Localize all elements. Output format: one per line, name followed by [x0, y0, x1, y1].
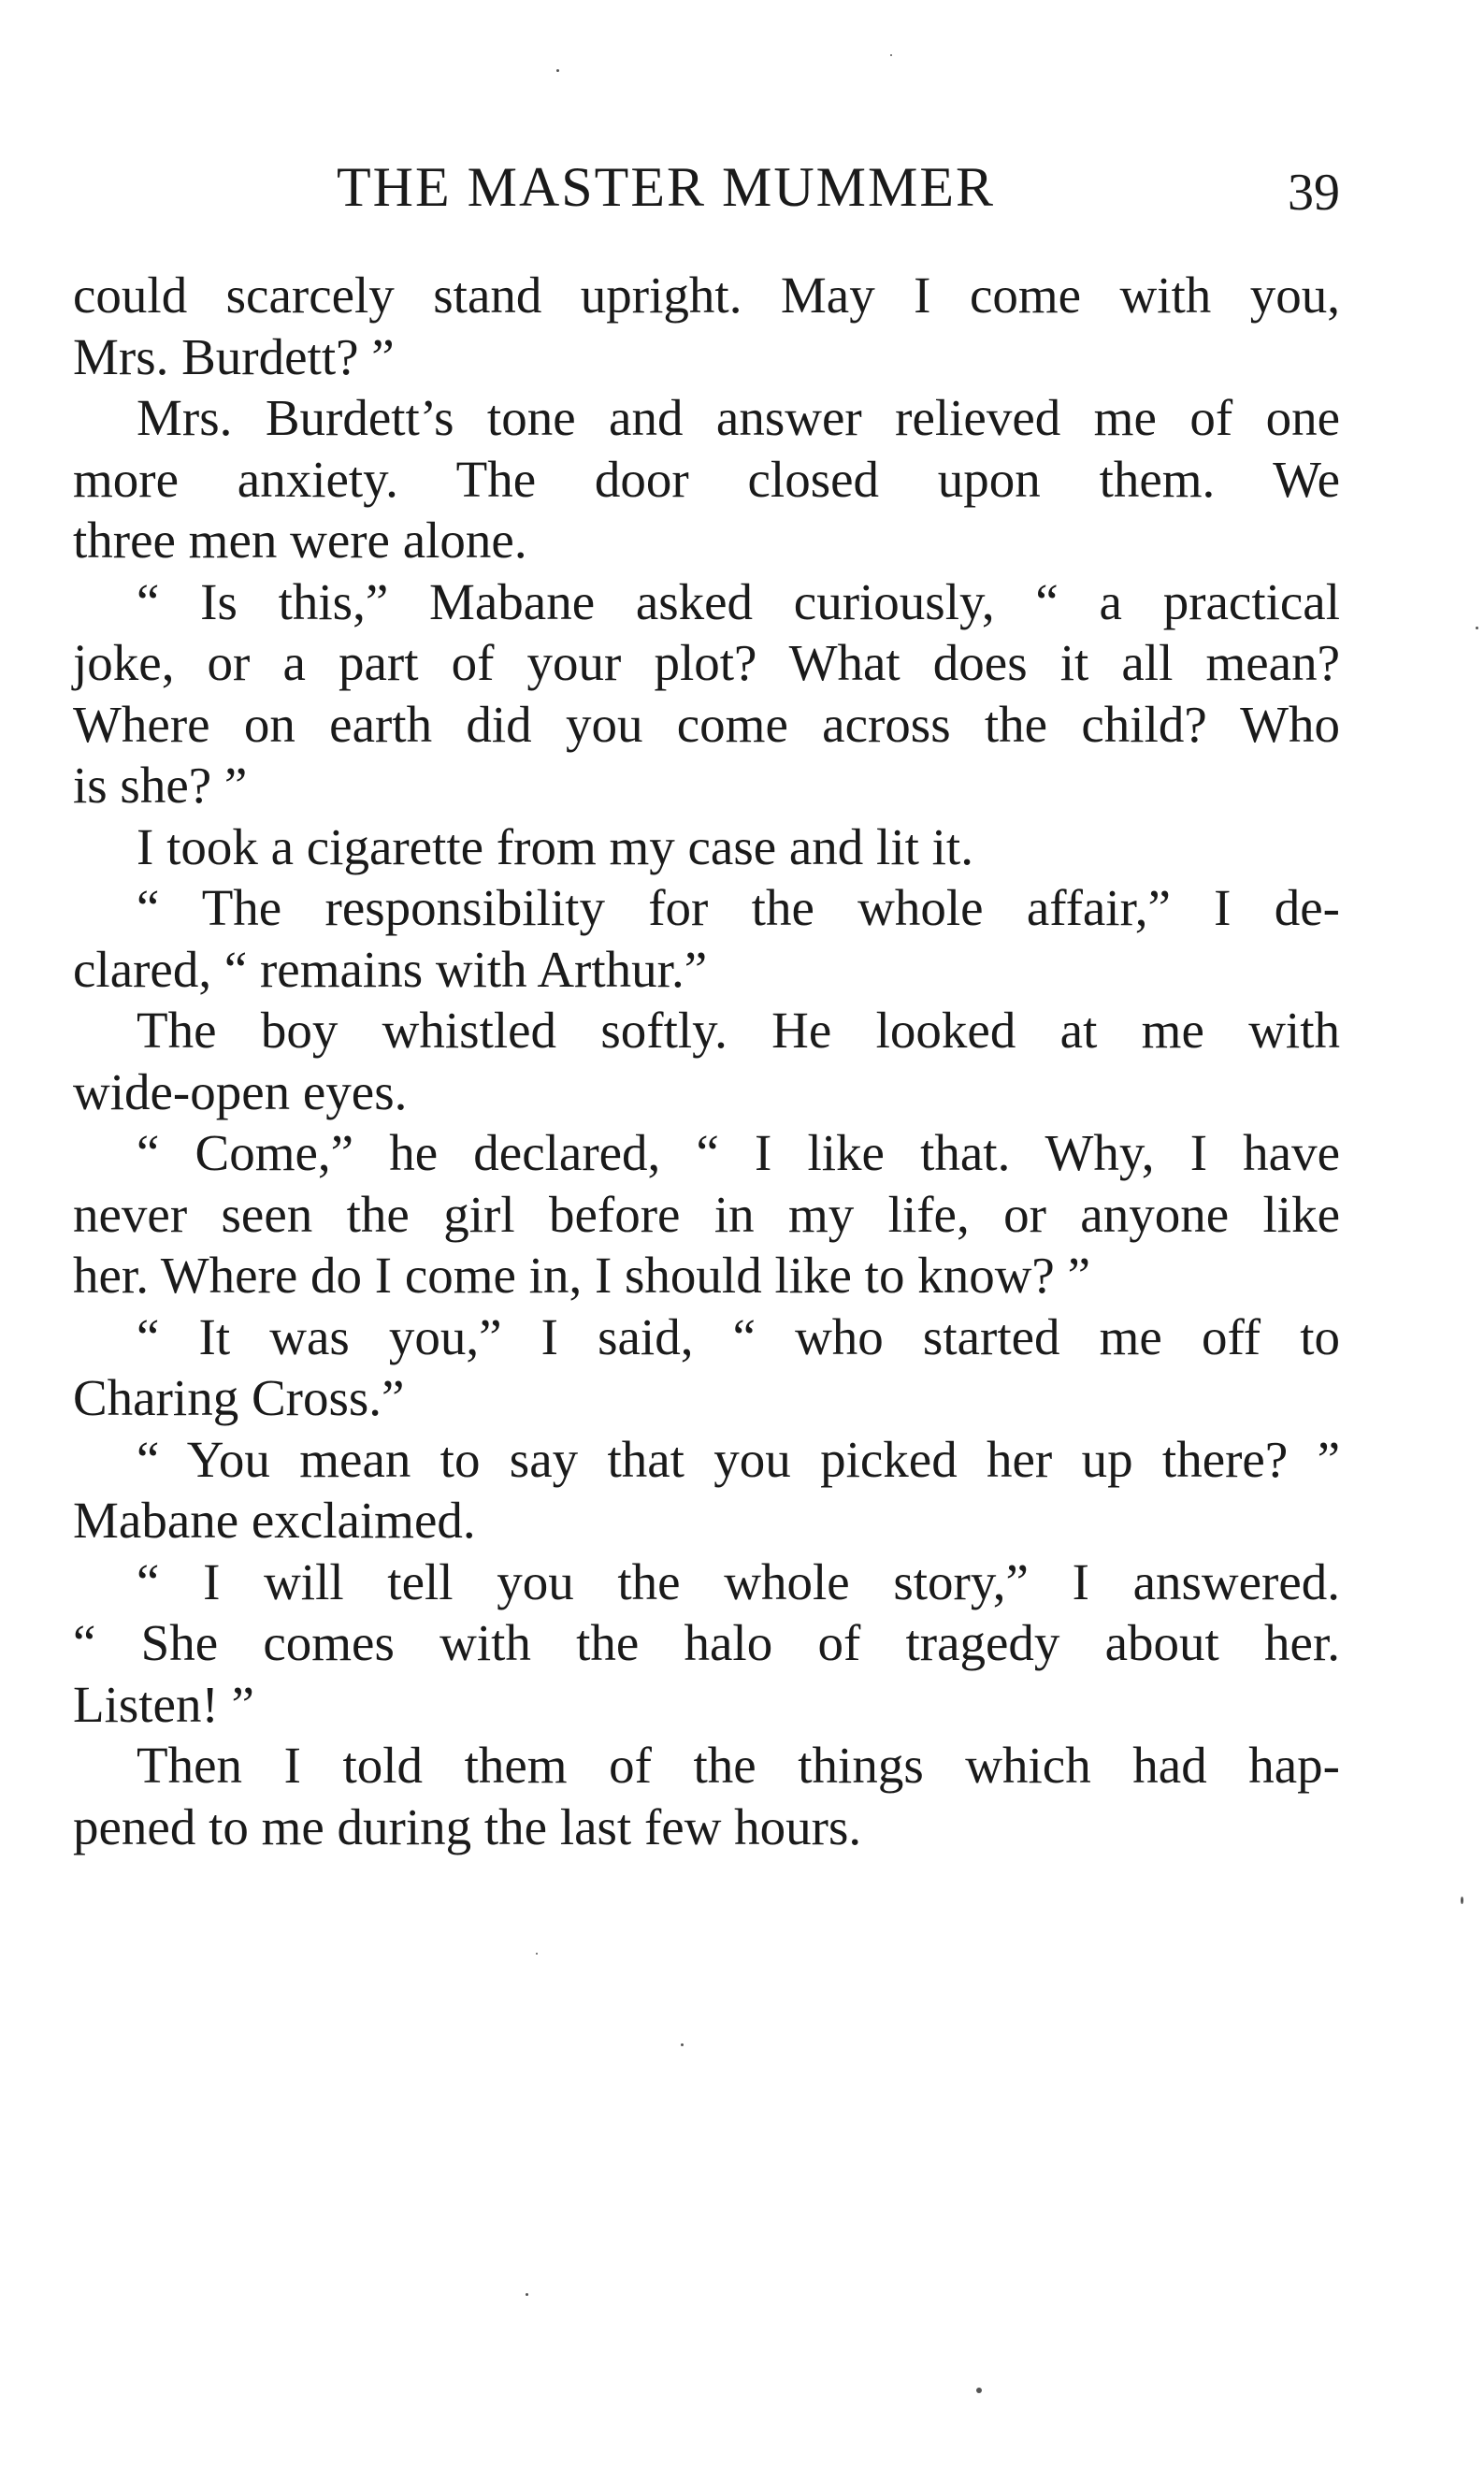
text-line: is she? ”: [73, 757, 248, 814]
text-line: “ It was you,” I said, “ who started me off to: [137, 1307, 1340, 1365]
text-line: “ The responsibility for the whole affair,” I de-: [137, 879, 1340, 936]
text-line: “ You mean to say that you picked her up there? ”: [137, 1430, 1340, 1488]
scan-speck: [536, 1953, 538, 1955]
text-line: joke, or a part of your plot? What does it all mean?: [73, 634, 1340, 691]
text-line: Then I told them of the things which had hap-: [137, 1737, 1340, 1794]
text-line: Listen! ”: [73, 1675, 254, 1733]
text-line: Charing Cross.”: [73, 1369, 405, 1426]
text-line: more anxiety. The door closed upon them. We: [73, 450, 1340, 508]
text-line: clared, “ remains with Arthur.”: [73, 940, 708, 998]
text-line: I took a cigarette from my case and lit it.: [137, 817, 973, 875]
scan-speck: [1461, 1897, 1463, 1904]
body-text: [73, 265, 1340, 1857]
scan-speck: [976, 2388, 982, 2393]
text-line: “ She comes with the halo of tragedy about her.: [73, 1614, 1340, 1671]
text-line: could scarcely stand upright. May I come with you,: [73, 267, 1340, 324]
scan-speck: [556, 69, 559, 72]
running-title: THE MASTER MUMMER: [337, 156, 996, 218]
page-number: 39: [1288, 164, 1340, 222]
text-line: “ Is this,” Mabane asked curiously, “ a practical: [137, 572, 1340, 630]
scan-speck: [1476, 627, 1478, 629]
text-line: Where on earth did you come across the child? Who: [73, 695, 1340, 753]
text-line: Mrs. Burdett’s tone and answer relieved me of one: [137, 389, 1340, 446]
scan-speck: [526, 2293, 528, 2296]
text-line: never seen the girl before in my life, or anyone like: [73, 1185, 1340, 1243]
text-line: wide-open eyes.: [73, 1062, 408, 1120]
text-line: Mrs. Burdett? ”: [73, 327, 395, 385]
text-line: Mabane exclaimed.: [73, 1492, 476, 1549]
scan-speck: [681, 2043, 684, 2046]
running-head: [73, 150, 1340, 224]
text-line: her. Where do I come in, I should like to know? ”: [73, 1247, 1090, 1304]
text-line: pened to me during the last few hours.: [73, 1797, 862, 1855]
text-line: “ I will tell you the whole story,” I answered.: [137, 1552, 1340, 1610]
text-line: “ Come,” he declared, “ I like that. Why, I have: [137, 1124, 1340, 1181]
text-line: three men were alone.: [73, 512, 527, 569]
text-line: The boy whistled softly. He looked at me with: [137, 1002, 1340, 1059]
scan-speck: [890, 54, 892, 56]
